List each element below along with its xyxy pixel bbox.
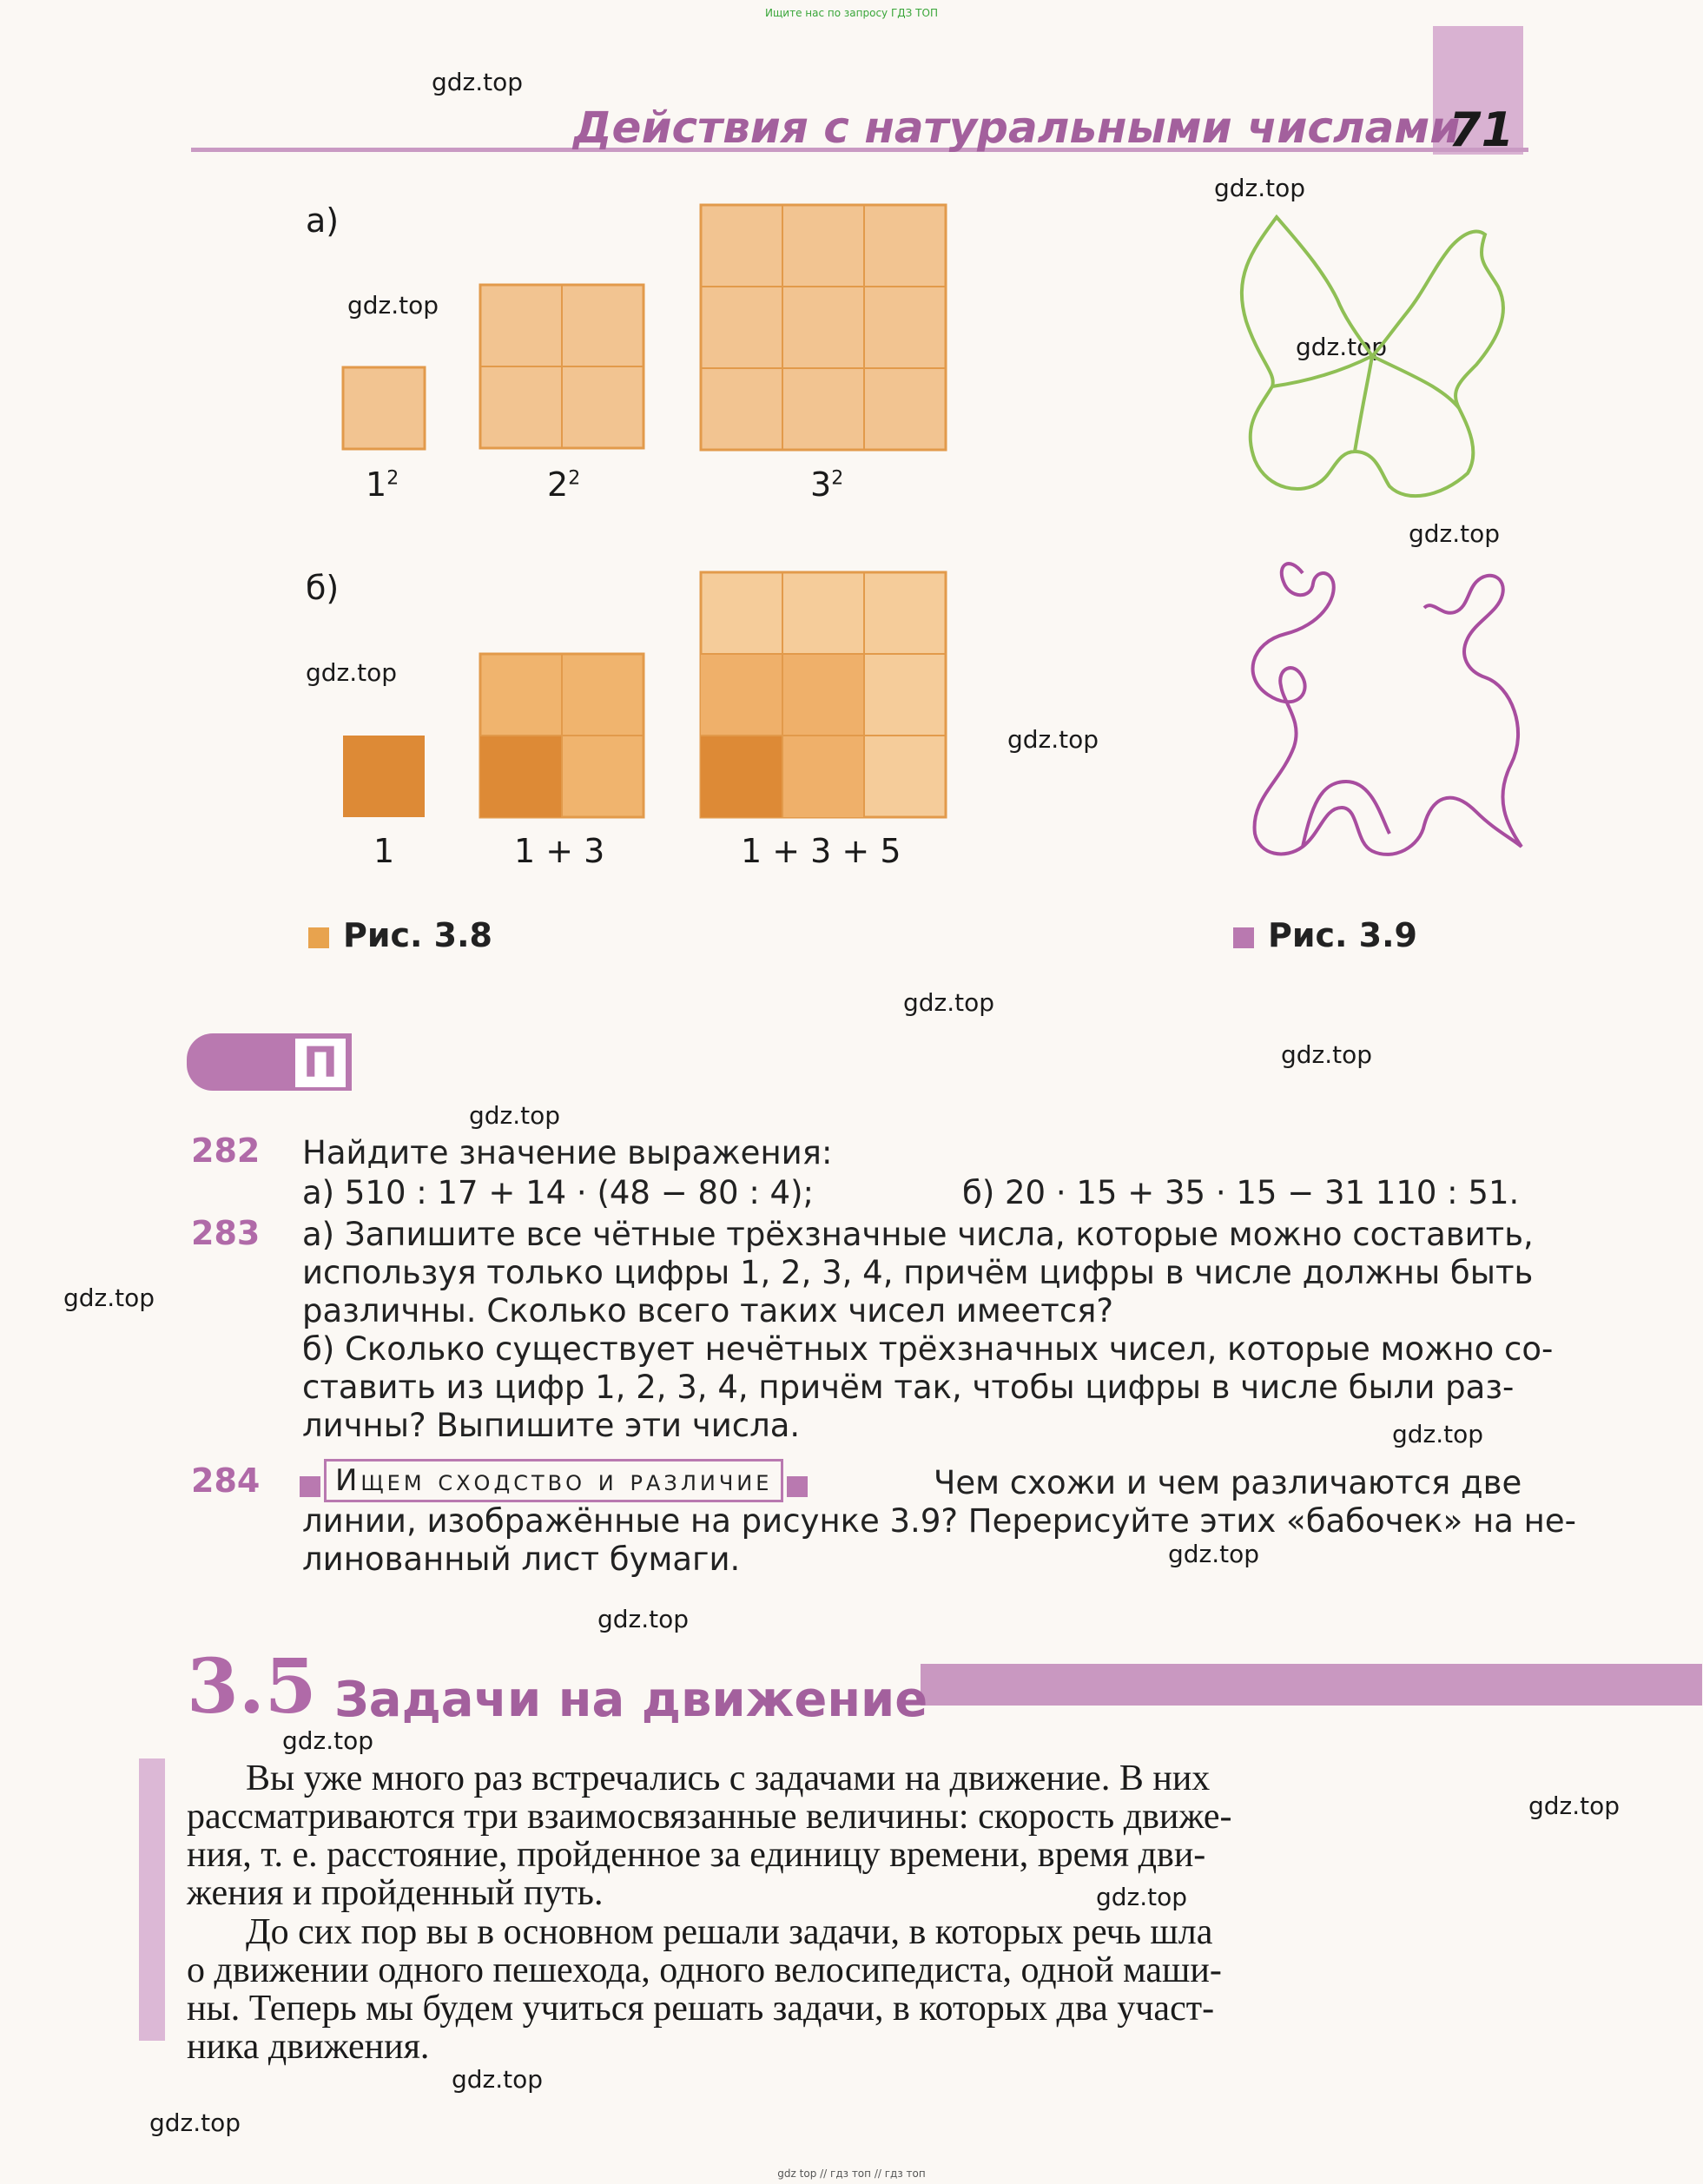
paragraph-line: До сих пор вы в основном решали задачи, в которых речь шла <box>246 1912 1213 1952</box>
watermark: gdz.top <box>282 1726 374 1755</box>
paragraph-line: ния, т. е. расстояние, пройденное за единицу времени, время дви- <box>187 1835 1206 1875</box>
caption-marker <box>308 927 329 948</box>
watermark: gdz.top <box>469 1101 561 1130</box>
butterfly-leaf-shape <box>1242 217 1503 496</box>
exercise-284-line: линии, изображённые на рисунке 3.9? Перерисуйте этих «бабочек» на не- <box>302 1502 1576 1540</box>
odd-sum-square-9 <box>701 572 946 817</box>
paragraph-line: ника движения. <box>187 2027 430 2067</box>
exercise-number: 282 <box>191 1132 261 1170</box>
watermark: gdz.top <box>347 291 439 320</box>
watermark: gdz.top <box>149 2108 241 2137</box>
square-1x1 <box>343 367 425 449</box>
tag-marker <box>300 1476 320 1497</box>
section-title: Задачи на движение <box>334 1672 928 1728</box>
exercise-283-line: б) Сколько существует нечётных трёхзначных чисел, которые можно со- <box>302 1330 1554 1368</box>
exercise-282-text: Найдите значение выражения: <box>302 1134 833 1171</box>
odd-sum-square-1 <box>343 736 425 817</box>
watermark: gdz.top <box>1409 519 1501 548</box>
watermark: gdz.top <box>1528 1791 1620 1820</box>
exercise-283-line: различны. Сколько всего таких чисел имеется? <box>302 1292 1114 1330</box>
exercise-283-line: используя только цифры 1, 2, 3, 4, причём цифры в числе должны быть <box>302 1254 1534 1291</box>
exercise-283-line: личны? Выпишите эти числа. <box>302 1407 801 1444</box>
section-number: 3.5 <box>187 1643 317 1731</box>
watermark: gdz.top <box>903 988 995 1017</box>
watermark: gdz.top <box>432 68 524 96</box>
exercise-283-line: ставить из цифр 1, 2, 3, 4, причём так, чтобы цифры в числе были раз- <box>302 1369 1515 1406</box>
page-title: Действия с натуральными числами <box>573 102 1461 153</box>
exercise-283-line: а) Запишите все чётные трёхзначные числа, которые можно составить, <box>302 1216 1534 1253</box>
exercise-282-part-b: б) 20 · 15 + 35 · 15 − 31 110 : 51. <box>962 1174 1520 1211</box>
page-number: 71 <box>1449 102 1515 157</box>
watermark: gdz.top <box>597 1605 690 1633</box>
fig-3-8-row-b-label: б) <box>306 569 340 607</box>
fig-3-8-caption: Рис. 3.8 <box>308 916 492 954</box>
watermark: gdz.top <box>1007 725 1099 754</box>
similarity-tag: Ищем сходство и различие <box>300 1463 822 1498</box>
watermark: gdz.top <box>1168 1540 1260 1568</box>
fig-3-8-row-a-label: а) <box>306 201 340 240</box>
exercise-number: 284 <box>191 1461 261 1500</box>
fig-3-9-caption: Рис. 3.9 <box>1233 916 1417 954</box>
tag-marker <box>787 1476 808 1497</box>
exercise-number: 283 <box>191 1214 261 1252</box>
paragraph-line: жения и пройденный путь. <box>187 1873 604 1913</box>
square-label-3: $3^2$ <box>810 465 844 504</box>
watermark: gdz.top <box>1296 333 1388 361</box>
square-label-2: $2^2$ <box>547 465 581 504</box>
top-note: Ищите нас по запросу ГДЗ ТОП <box>765 7 938 19</box>
square-label-1: $1^2$ <box>366 465 399 504</box>
practice-tag-letter: П <box>295 1039 346 1087</box>
exercise-282-part-a: а) 510 : 17 + 14 · (48 − 80 : 4); <box>302 1174 815 1211</box>
odd-sum-square-4 <box>480 654 644 817</box>
paragraph-line: ны. Теперь мы будем учиться решать задачи, в которых два участ- <box>187 1989 1215 2029</box>
butterfly-curve-shape <box>1253 564 1521 854</box>
bottom-note: gdz top // гдз топ // гдз топ <box>777 2168 926 2180</box>
paragraph-line: о движении одного пешехода, одного велосипедиста, одной маши- <box>187 1950 1222 1990</box>
paragraph-sidebar <box>139 1758 165 2041</box>
sum-label-2: 1 + 3 <box>514 832 605 870</box>
caption-marker <box>1233 927 1254 948</box>
watermark: gdz.top <box>1096 1883 1188 1911</box>
exercise-284-line: Чем схожи и чем различаются две <box>934 1464 1522 1501</box>
exercise-284-line: линованный лист бумаги. <box>302 1541 741 1578</box>
watermark: gdz.top <box>1392 1420 1484 1448</box>
watermark: gdz.top <box>1214 174 1306 202</box>
square-2x2 <box>480 285 644 448</box>
sum-label-3: 1 + 3 + 5 <box>741 832 901 870</box>
square-3x3 <box>701 205 946 450</box>
paragraph-line: Вы уже много раз встречались с задачами на движение. В них <box>246 1758 1211 1798</box>
sum-label-1: 1 <box>373 832 395 870</box>
watermark: gdz.top <box>1281 1040 1373 1069</box>
watermark: gdz.top <box>63 1283 155 1312</box>
paragraph-line: рассматриваются три взаимосвязанные величины: скорость движе- <box>187 1797 1232 1837</box>
watermark: gdz.top <box>452 2065 544 2094</box>
section-band <box>921 1664 1702 1706</box>
watermark: gdz.top <box>306 658 398 687</box>
